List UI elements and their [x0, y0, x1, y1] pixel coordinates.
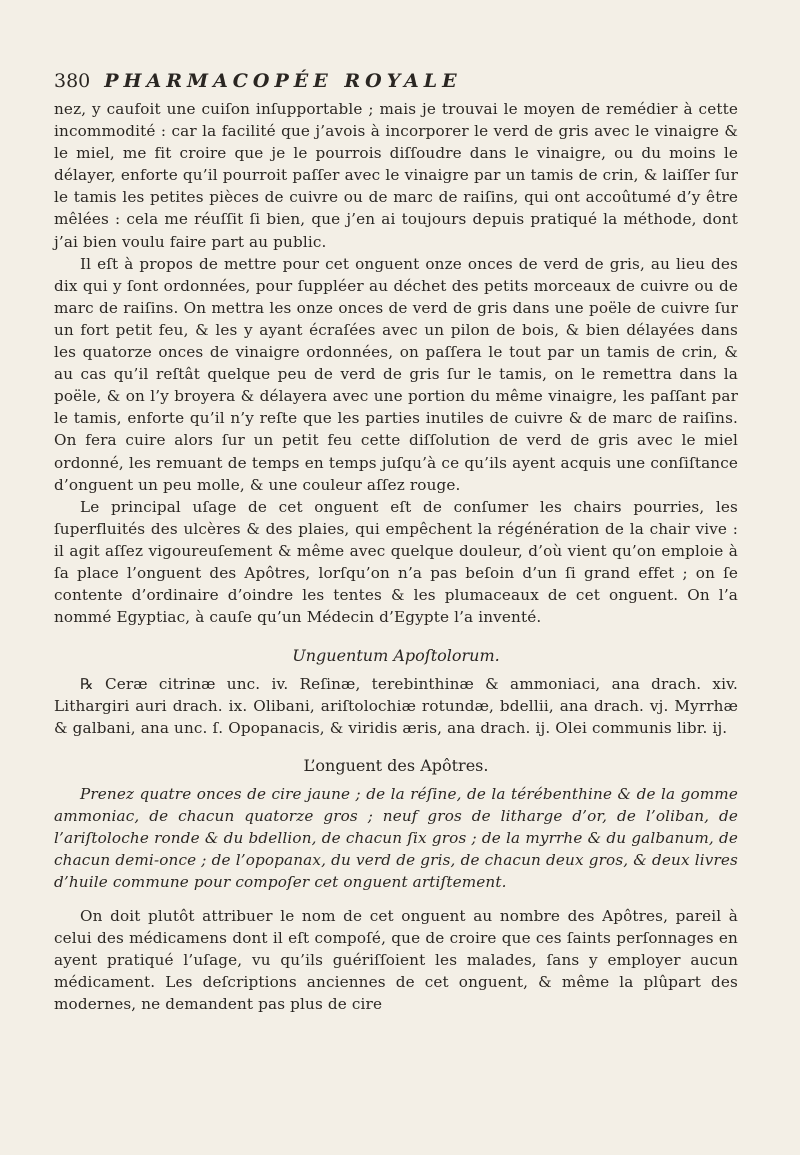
latin-recipe-text: ℞ Ceræ citrinæ unc. iv. Reſinæ, terebinthinæ & ammoniaci, ana drach. xiv. Lithargiri auri drach. ix. Olibani, ariſtolochiæ rotundæ, bdellii, ana drach. vj. Myrrhæ & galbani, ana unc. ſ. Opopanacis, & viridis æris, ana drach. ij. Olei communis libr. ij.	[54, 675, 738, 738]
latin-recipe-heading: Unguentum Apoſtolorum.	[292, 646, 500, 666]
running-title: PHARMACOPÉE ROYALE	[104, 70, 462, 92]
page-header	[54, 70, 738, 92]
paragraph-closing: On doit plutôt attribuer le nom de cet onguent au nombre des Apôtres, pareil à celui des médicamens dont il eſt compoſé, que de croire que ces ſaints perſonnages en ayent pratiqué l’uſage, vu qu’ils guériſſoient les malades, ſans y employer aucun médicament. Les deſcriptions anciennes de cet onguent, & même la plûpart des modernes, ne demandent pas plus de cire	[54, 907, 738, 1014]
paragraph-preparation: Il eſt à propos de mettre pour cet onguent onze onces de verd de gris, au lieu des dix qui y ſont ordonnées, pour ſuppléer au déchet des petits morceaux de cuivre ou de marc de raiſins. On mettra les onze onces de verd de gris dans une poële de cuivre ſur un fort petit feu, & les y ayant écraſées avec un pilon de bois, & bien délayées dans les quatorze onces de vinaigre ordonnées, on paſſera le tout par un tamis de crin, & au cas qu’il reſtât quelque peu de verd de gris ſur le tamis, on le remettra dans la poële, & on l’y broyera & délayera avec une portion du même vinaigre, les paſſant par le tamis, enforte qu’il n’y reſte que les parties inutiles de cuivre & de marc de raiſins. On fera cuire alors ſur un petit feu cette diſſolution de verd de gris avec le miel ordonné, les remuant de temps en temps juſqu’à ce qu’ils ayent acquis une conſiſtance d’onguent un peu molle, & une couleur aſſez rouge.	[54, 254, 738, 494]
paragraph-usage: Le principal uſage de cet onguent eſt de conſumer les chairs pourries, les ſuperfluités des ulcères & des plaies, qui empêchent la régénération de la chair vive : il agit aſſez vigoureuſement & même avec quelque douleur, d’où vient qu’on emploie à ſa place l’onguent des Apôtres, lorſqu’on n’a pas beſoin d’un ſi grand effet ; on ſe contente d’ordinaire d’oindre les tentes & les plumaceaux de cet onguent. On l’a nommé Egyptiac, à cauſe qu’un Médecin d’Egypte l’a inventé.	[54, 497, 738, 627]
section-gap	[54, 893, 738, 905]
page-body	[54, 98, 738, 1015]
french-recipe-text: Prenez quatre onces de cire jaune ; de la réſine, de la térébenthine & de la gomme ammoniac, de chacun quatorze gros ; neuf gros de litharge d’or, de l’oliban, de l’ariſtoloche ronde & du bdellion, de chacun ſix gros ; de la myrrhe & du galbanum, de chacun demi-once ; de l’opopanax, du verd de gris, de chacun deux gros, & deux livres d’huile commune pour compoſer cet onguent artiſtement.	[54, 784, 738, 891]
page-number: 380	[54, 70, 91, 92]
paragraph-continuation: nez, y caufoit une cuiſon inſupportable ; mais je trouvai le moyen de remédier à cette incommodité : car la facilité que j’avois à incorporer le verd de gris avec le vinaigre & le miel, me fit croire que je le pourrois diſſoudre dans le vinaigre, ou du moins le délayer, enforte qu’il pourroit paſſer avec le vinaigre par un tamis de crin, & laiſſer ſur le tamis les petites pièces de cuivre ou de marc de raiſins, qui ont accoûtumé d’y être mêlées : cela me réuſſit ſi bien, que j’en ai toujours depuis pratiqué la méthode, dont j’ai bien voulu faire part au public.	[54, 100, 738, 251]
french-recipe-heading: L’onguent des Apôtres.	[303, 755, 489, 775]
